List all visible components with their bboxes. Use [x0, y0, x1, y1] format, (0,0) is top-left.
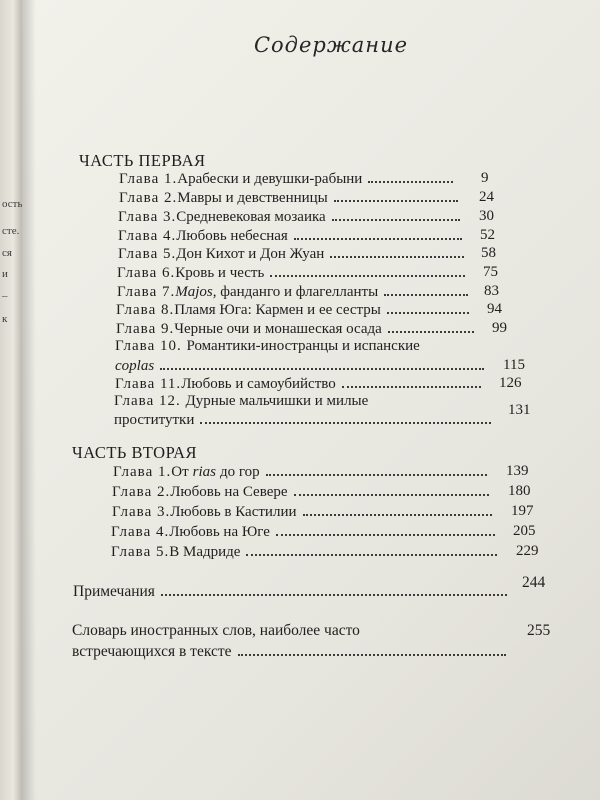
adjacent-page-edge: [0, 0, 22, 800]
chapter-title: Дурные мальчишки и милые: [185, 393, 369, 409]
chapter-title: Любовь на Юге: [169, 524, 270, 540]
toc-entry[interactable]: [111, 523, 501, 541]
part-heading-2: ЧАСТЬ ВТОРАЯ: [72, 443, 198, 462]
toc-entry[interactable]: [118, 208, 466, 226]
leader-dots: [276, 534, 495, 536]
toc-entry[interactable]: [114, 393, 368, 410]
left-fragment: сте.: [2, 225, 20, 237]
chapter-title: Средневековая мозаика: [176, 209, 326, 225]
toc-notes[interactable]: [73, 583, 513, 601]
chapter-label: Глава 3.: [112, 504, 171, 520]
chapter-label: Глава 4.: [118, 228, 177, 244]
glossary-title: встречающихся в тексте: [72, 643, 232, 660]
leader-dots: [387, 312, 469, 314]
leader-dots: [342, 386, 481, 388]
page-number: 83: [484, 283, 499, 299]
chapter-label: Глава 5.: [118, 246, 177, 262]
leader-dots: [330, 256, 464, 258]
left-fragment: –: [2, 290, 8, 302]
chapter-title: В Мадриде: [169, 544, 241, 560]
toc-entry-continuation[interactable]: [115, 357, 490, 375]
chapter-label: Глава 2.: [112, 484, 171, 500]
leader-dots: [200, 422, 491, 424]
page-number: 30: [479, 208, 494, 224]
toc-entry[interactable]: [115, 375, 487, 393]
leader-dots: [332, 219, 460, 221]
chapter-label: Глава 8.: [116, 302, 175, 318]
page-number: 180: [508, 483, 531, 499]
leader-dots: [294, 494, 489, 496]
leader-dots: [270, 275, 465, 277]
leader-dots: [161, 594, 507, 596]
chapter-title: Романтики-иностранцы и испанские: [186, 338, 420, 354]
chapter-label: Глава 9.: [116, 321, 175, 337]
chapter-title: Мавры и девственницы: [177, 190, 328, 206]
chapter-title: Черные очи и монашеская осада: [174, 321, 382, 337]
toc-glossary[interactable]: [72, 622, 360, 640]
page-number: 244: [522, 574, 546, 591]
toc-entry[interactable]: [113, 463, 493, 481]
page-number: 115: [503, 357, 525, 373]
chapter-title-italic: Majos: [175, 284, 213, 300]
glossary-title: Словарь иностранных слов, наиболее часто: [72, 622, 360, 639]
chapter-label: Глава 4.: [111, 524, 170, 540]
toc-glossary-continuation[interactable]: [72, 643, 512, 661]
toc-entry[interactable]: [115, 338, 420, 355]
page-number: 9: [481, 170, 489, 186]
page-number: 52: [480, 227, 495, 243]
toc-entry[interactable]: [112, 503, 498, 521]
page-number: 197: [511, 503, 534, 519]
page-number: 126: [499, 375, 522, 391]
toc-entry[interactable]: [118, 245, 470, 263]
page-number: 229: [516, 543, 539, 559]
leader-dots: [334, 200, 458, 202]
toc-entry[interactable]: [117, 264, 471, 282]
chapter-label: Глава 1.: [113, 464, 172, 480]
leader-dots: [160, 368, 484, 370]
toc-entry[interactable]: [112, 483, 495, 501]
chapter-title: Любовь на Севере: [170, 484, 288, 500]
contents-page: [22, 0, 600, 800]
toc-entry[interactable]: [116, 320, 480, 338]
chapter-title: Дон Кихот и Дон Жуан: [176, 246, 325, 262]
part-heading-1: ЧАСТЬ ПЕРВАЯ: [79, 151, 206, 170]
left-fragment: ость: [2, 198, 23, 210]
chapter-title: Пламя Юга: Кармен и ее сестры: [174, 302, 381, 318]
chapter-label: Глава 12.: [114, 393, 186, 409]
chapter-title: Арабески и девушки-рабыни: [177, 171, 363, 187]
toc-entry[interactable]: [119, 189, 464, 207]
toc-entry[interactable]: [119, 170, 459, 188]
chapter-label: Глава 5.: [111, 544, 170, 560]
left-fragment: ся: [2, 247, 12, 259]
leader-dots: [384, 294, 468, 296]
page-number: 94: [487, 301, 502, 317]
page-number: 99: [492, 320, 507, 336]
page-number: 58: [481, 245, 496, 261]
chapter-label: Глава 1.: [119, 171, 178, 187]
toc-entry[interactable]: [111, 543, 503, 561]
chapter-title: до гор: [219, 464, 260, 480]
chapter-label: Глава 2.: [119, 190, 178, 206]
chapter-label: Глава 10.: [115, 338, 187, 354]
chapter-label: Глава 7.: [117, 284, 176, 300]
chapter-title: проститутки: [114, 412, 195, 428]
toc-entry-continuation[interactable]: [114, 411, 497, 429]
leader-dots: [388, 331, 474, 333]
leader-dots: [266, 474, 487, 476]
chapter-title: Кровь и честь: [175, 265, 265, 281]
leader-dots: [368, 181, 453, 183]
page-number: 24: [479, 189, 494, 205]
toc-entry[interactable]: [118, 227, 468, 245]
chapter-label: Глава 11.: [115, 376, 182, 392]
leader-dots: [294, 238, 462, 240]
page-title: Содержание: [253, 33, 409, 57]
leader-dots: [238, 654, 506, 656]
toc-entry[interactable]: [116, 301, 475, 319]
chapter-title-italic: coplas: [115, 358, 155, 374]
chapter-label: Глава 3.: [118, 209, 177, 225]
chapter-label: Глава 6.: [117, 265, 176, 281]
page-number: 205: [513, 523, 536, 539]
chapter-title: , фанданго и флагелланты: [212, 284, 379, 300]
chapter-title: Любовь в Кастилии: [170, 504, 297, 520]
toc-entry[interactable]: [117, 283, 474, 301]
chapter-title: От: [171, 464, 189, 480]
page-number: 255: [527, 622, 551, 639]
chapter-title-italic: rias: [192, 464, 216, 480]
chapter-title: Любовь и самоубийство: [181, 376, 336, 392]
chapter-title: Любовь небесная: [176, 228, 288, 244]
page-number: 75: [483, 264, 498, 280]
left-fragment: к: [2, 313, 8, 325]
page-number: 131: [508, 402, 531, 418]
page-number: 139: [506, 463, 529, 479]
notes-title: Примечания: [73, 583, 155, 600]
leader-dots: [303, 514, 493, 516]
left-fragment: и: [2, 268, 8, 280]
leader-dots: [246, 554, 497, 556]
